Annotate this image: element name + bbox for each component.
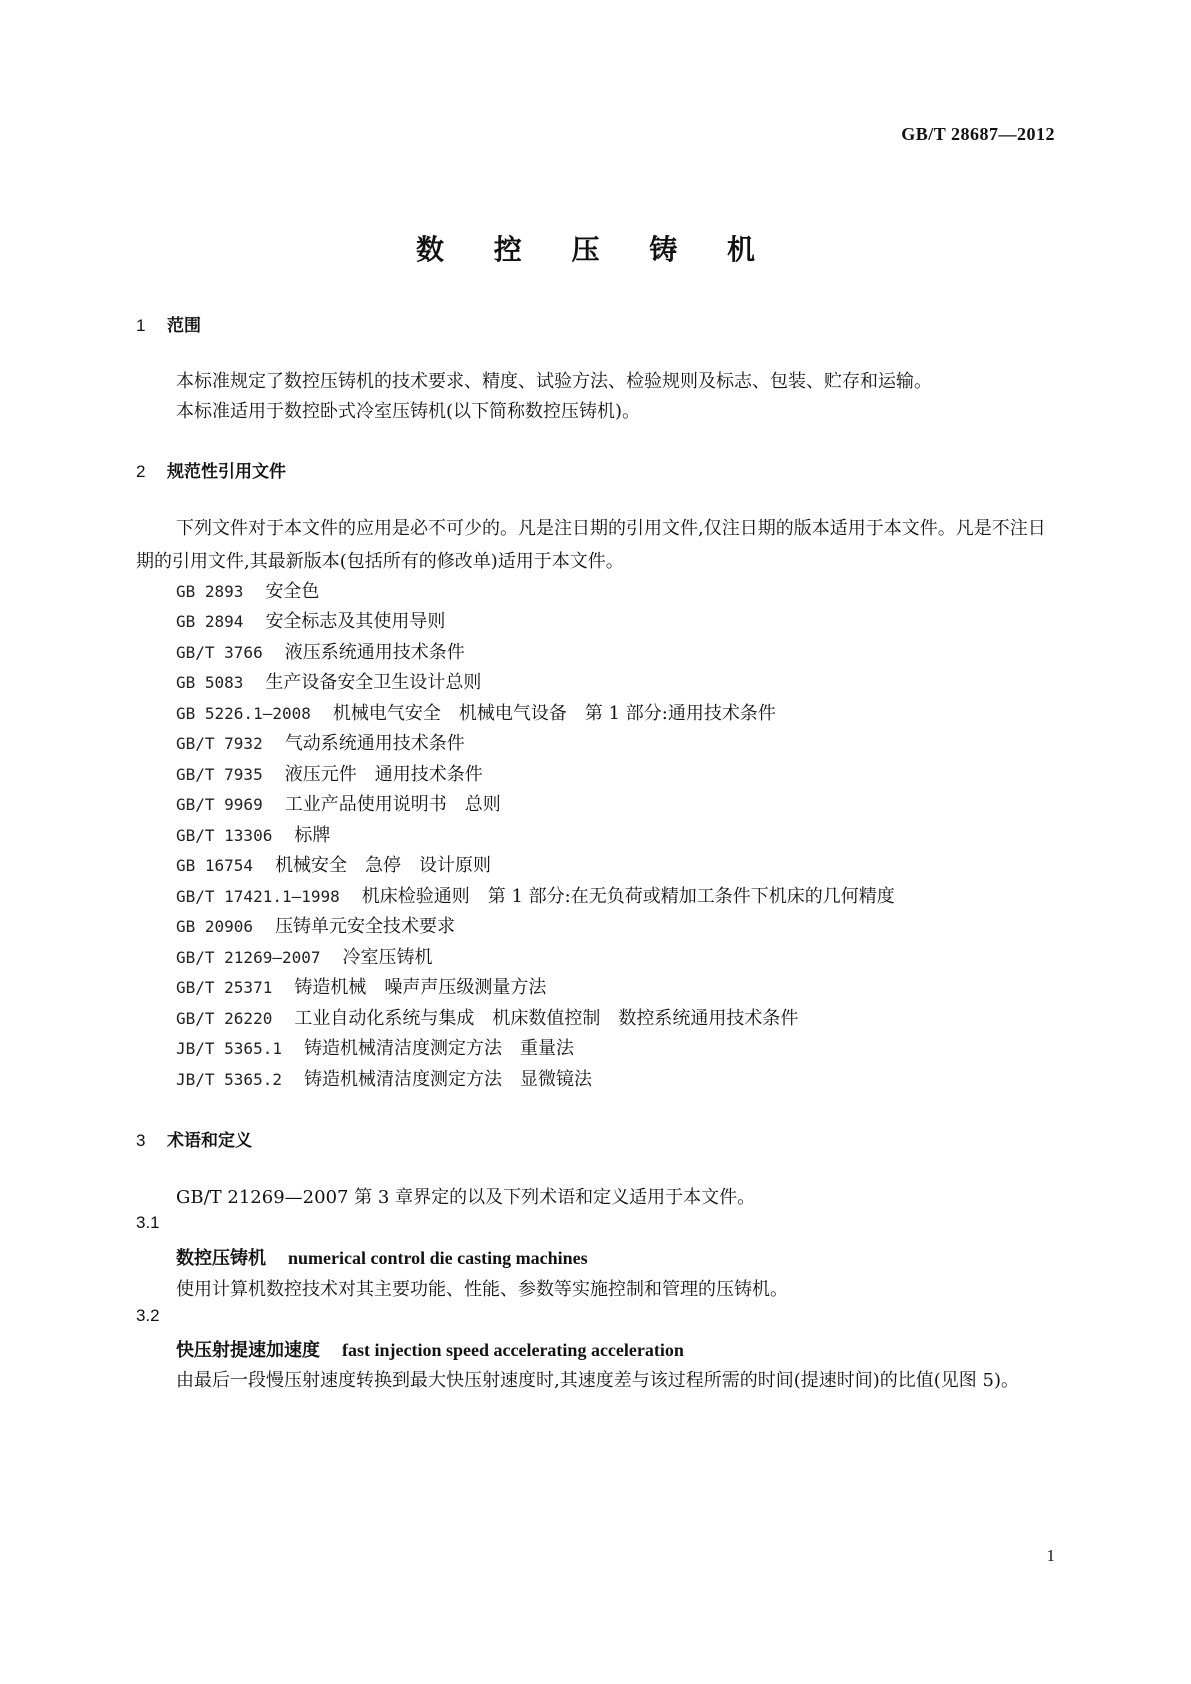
ref-title: 安全标志及其使用导则 (265, 611, 446, 632)
ref-code: GB 2894 (176, 612, 244, 631)
ref-code: GB 5083 (176, 673, 244, 692)
ref-title: 铸造机械清洁度测定方法 显微镜法 (303, 1069, 592, 1090)
ref-item (176, 1065, 592, 1091)
ref-item (176, 729, 465, 755)
ref-item (176, 760, 483, 786)
ref-item (176, 638, 465, 664)
ref-item (176, 668, 481, 694)
ref-code: GB/T 7932 (176, 734, 263, 753)
ref-code: GB/T 3766 (176, 643, 263, 662)
ref-title: 铸造机械清洁度测定方法 重量法 (303, 1038, 574, 1059)
ref-item (176, 699, 776, 725)
section-heading-scope (136, 311, 201, 336)
ref-title: 气动系统通用技术条件 (284, 733, 465, 754)
terms-intro: GB/T 21269—2007 第 3 章界定的以及下列术语和定义适用于本文件。 (176, 1187, 756, 1208)
ref-code: JB/T 5365.1 (176, 1039, 282, 1058)
document-title: 数 控 压 铸 机 (416, 233, 775, 266)
term-entry (176, 1336, 684, 1362)
ref-item (176, 882, 895, 908)
ref-item (176, 821, 330, 847)
term-zh: 数控压铸机 (176, 1248, 266, 1269)
ref-item (176, 607, 445, 633)
term-en: numerical control die casting machines (288, 1248, 588, 1268)
ref-code: GB/T 13306 (176, 826, 273, 845)
standard-code: GB/T 28687—2012 (901, 124, 1055, 144)
section-heading-terms (136, 1126, 252, 1151)
ref-code: GB/T 7935 (176, 765, 263, 784)
ref-item (176, 912, 455, 938)
term-en: fast injection speed accelerating acceleration (342, 1340, 684, 1360)
scope-paragraph-1: 本标准规定了数控压铸机的技术要求、精度、试验方法、检验规则及标志、包装、贮存和运输。 (176, 371, 932, 392)
section-number: 2 (136, 462, 146, 481)
ref-item (176, 1004, 798, 1030)
term-definition: 使用计算机数控技术对其主要功能、性能、参数等实施控制和管理的压铸机。 (176, 1279, 788, 1300)
section-number: 3 (136, 1131, 146, 1150)
term-entry (176, 1244, 588, 1270)
ref-item (176, 973, 546, 999)
ref-title: 机械电气安全 机械电气设备 第 1 部分:通用技术条件 (332, 703, 776, 724)
page-number: 1 (1046, 1546, 1055, 1565)
term-definition: 由最后一段慢压射速度转换到最大快压射速度时,其速度差与该过程所需的时间(提速时间)的比值(见图 5)。 (176, 1370, 1019, 1391)
ref-item (176, 790, 501, 816)
section-title: 范围 (167, 316, 201, 336)
section-number: 1 (136, 316, 146, 335)
ref-item (176, 943, 433, 969)
ref-code: GB 5226.1—2008 (176, 704, 311, 723)
ref-code: GB 2893 (176, 582, 244, 601)
ref-code: GB/T 26220 (176, 1009, 273, 1028)
ref-title: 工业自动化系统与集成 机床数值控制 数控系统通用技术条件 (294, 1008, 799, 1029)
ref-title: 机床检验通则 第 1 部分:在无负荷或精加工条件下机床的几何精度 (361, 886, 895, 907)
term-number: 3.2 (136, 1306, 160, 1325)
ref-title: 液压元件 通用技术条件 (284, 764, 483, 785)
ref-code: GB 20906 (176, 917, 254, 936)
term-number: 3.1 (136, 1213, 160, 1232)
ref-item (176, 577, 319, 603)
ref-code: GB/T 9969 (176, 795, 263, 814)
ref-item (176, 851, 491, 877)
section-title: 规范性引用文件 (167, 462, 286, 482)
ref-code: GB/T 17421.1—1998 (176, 887, 340, 906)
ref-item (176, 1034, 574, 1060)
ref-code: GB/T 25371 (176, 978, 273, 997)
ref-title: 压铸单元安全技术要求 (275, 916, 456, 937)
section-title: 术语和定义 (167, 1131, 252, 1151)
ref-code: GB 16754 (176, 856, 254, 875)
section-heading-normative (136, 457, 286, 482)
ref-title: 冷室压铸机 (342, 947, 433, 968)
ref-title: 标牌 (294, 825, 331, 846)
term-zh: 快压射提速加速度 (176, 1340, 320, 1361)
ref-title: 安全色 (265, 581, 320, 602)
ref-code: JB/T 5365.2 (176, 1070, 282, 1089)
ref-title: 机械安全 急停 设计原则 (275, 855, 492, 876)
scope-paragraph-2: 本标准适用于数控卧式冷室压铸机(以下简称数控压铸机)。 (176, 401, 641, 422)
ref-title: 生产设备安全卫生设计总则 (265, 672, 482, 693)
normative-intro: 下列文件对于本文件的应用是必不可少的。凡是注日期的引用文件,仅注日期的版本适用于本文件。凡是不注日期的引用文件,其最新版本(包括所有的修改单)适用于本文件。 (136, 518, 1046, 572)
ref-title: 铸造机械 噪声声压级测量方法 (294, 977, 547, 998)
ref-title: 工业产品使用说明书 总则 (284, 794, 501, 815)
ref-title: 液压系统通用技术条件 (284, 642, 465, 663)
ref-code: GB/T 21269—2007 (176, 948, 321, 967)
